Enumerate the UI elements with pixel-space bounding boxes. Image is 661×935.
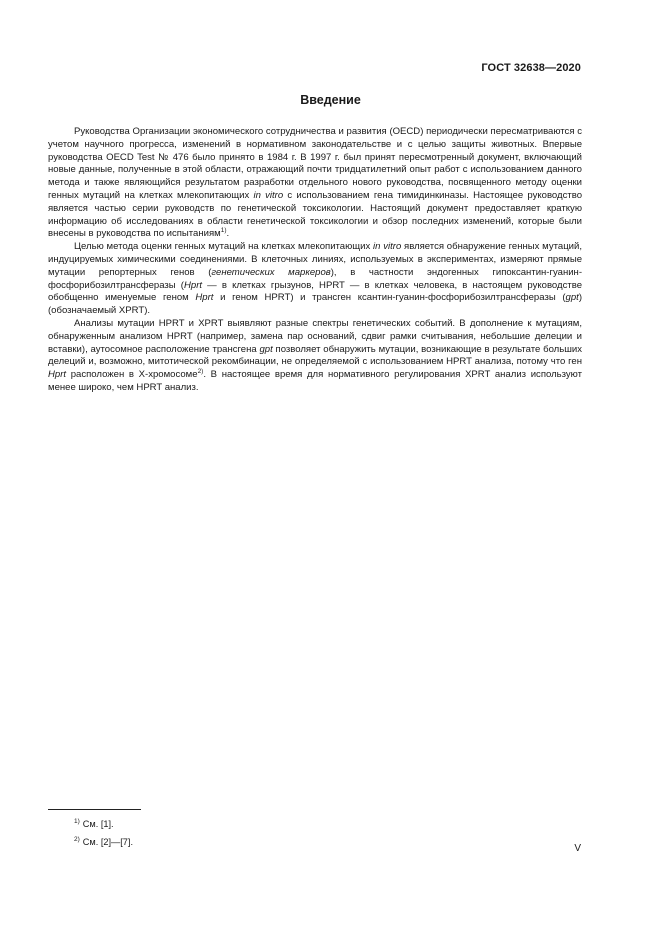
body-text	[48, 126, 582, 395]
footnotes	[74, 814, 133, 850]
text-run: с использованием гена тимидинкиназы. Настоящее руководство является частью серии руководств по генетической токсикологии. Настоящий документ предоставляет краткую информацию об исследованиях в области генетической токсикологии и обзор последних изменений, которые были внесены в руководства по испытаниям	[48, 189, 582, 240]
footnote-mark: 2)	[74, 836, 80, 843]
text-run: расположен в X-хромосоме	[66, 369, 198, 381]
footnote-2	[74, 832, 133, 850]
footnote-reference: 2)	[197, 368, 204, 376]
italic-term: gpt	[259, 343, 273, 355]
footnote-mark: 1)	[74, 818, 80, 825]
italic-term: генетических маркеров	[211, 266, 331, 278]
text-run: Целью метода оценки генных мутаций на клетках млекопитающих	[74, 241, 374, 253]
italic-term: Hprt	[183, 279, 203, 291]
italic-term: in vitro	[253, 189, 284, 201]
paragraph-2	[48, 241, 582, 318]
text-run: ) (обозначаемый XPRT).	[48, 292, 582, 317]
footnote-divider	[48, 809, 141, 810]
text-run: позволяет обнаружить мутации, возникающие в результате больших делеций и, возможно, митотической рекомбинации, не определяемой с использованием HPRT анализа, потому что ген	[48, 343, 582, 368]
text-run: ), в частности эндогенных гипоксантин-гуанин-фосфорибозилтрансферазы (	[48, 266, 582, 291]
text-run: .	[226, 228, 230, 240]
italic-term: Hprt	[48, 369, 67, 381]
paragraph-3	[48, 318, 582, 395]
text-run: Анализы мутации HPRT и XPRT выявляют разные спектры генетических событий. В дополнение к мутациям, обнаруженным анализом HPRT (например, замена пар оснований, сдвиг рамки считывания, небольшие делеции и вставки), аутосомное расположение трансгена	[48, 317, 582, 355]
section-title: Введение	[300, 93, 361, 107]
footnote-text: См. [2]—[7].	[82, 837, 134, 847]
text-run: — в клетках грызунов, HPRT — в клетках человека, в настоящем руководстве обобщенно именуемые геном	[48, 279, 582, 304]
document-code: ГОСТ 32638—2020	[481, 62, 581, 74]
text-run: является обнаружение генных мутаций, индуцируемых химическими соединениями. В клеточных линиях, используемых в экспериментах, измеряют прямые мутации репортерных генов (	[48, 241, 582, 278]
text-run: Руководства Организации экономического сотрудничества и развития (OECD) периодически пересматриваются с учетом научного прогресса, изменений в нормативном законодательстве и с целью защиты животных. Впервые руководства OECD Test № 476 было принято в 1984 г. В 1997 г. был принят пересмотренный документ, включающий новые данные, полученные в этой области, отражающий почти тридцатилетний опыт работ с использованием данного метода и также являющийся результатом разработки отдельного нового руководства, посвященного методу оценки генных мутаций на клетках млекопитающих	[48, 126, 582, 201]
paragraph-1	[48, 126, 582, 241]
text-run: . В настоящее время для нормативного регулирования XPRT анализ используют менее широко, чем HPRT анализ.	[48, 369, 583, 393]
italic-term: in vitro	[373, 241, 402, 253]
page-number: V	[574, 843, 581, 854]
footnote-reference: 1)	[220, 227, 227, 235]
italic-term: Hprt	[195, 292, 214, 304]
footnote-1	[74, 814, 133, 832]
text-run: и геном HPRT) и трансген ксантин-гуанин-фосфорибозилтрансферазы (	[213, 292, 566, 304]
footnote-text: См. [1].	[82, 819, 114, 829]
italic-term: gpt	[565, 292, 579, 304]
